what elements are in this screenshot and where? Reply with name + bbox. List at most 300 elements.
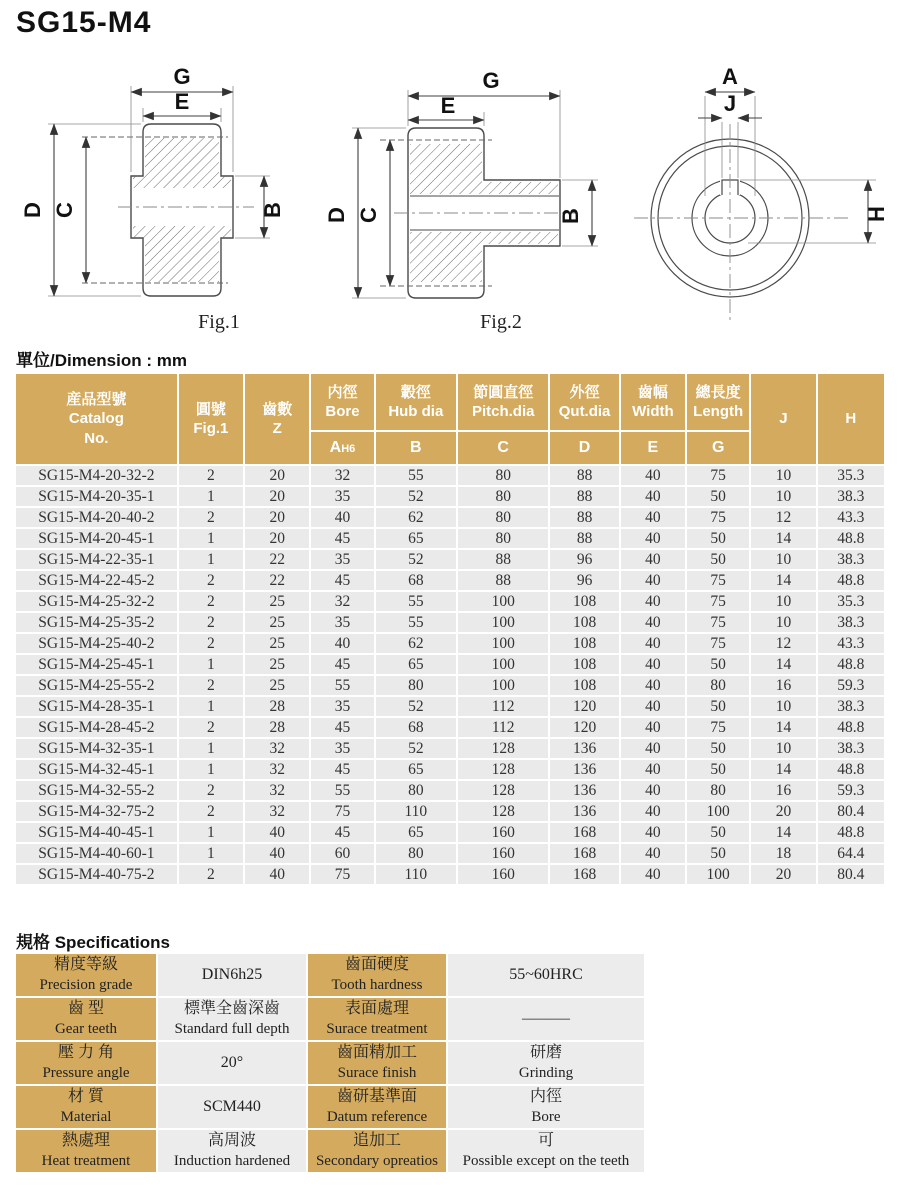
table-cell: 80 xyxy=(687,676,749,695)
table-row xyxy=(16,634,884,653)
table-cell: 14 xyxy=(751,760,815,779)
table-cell: 75 xyxy=(311,802,373,821)
table-cell: 100 xyxy=(458,655,548,674)
table-cell: 40 xyxy=(245,865,309,884)
table-cell: 100 xyxy=(687,802,749,821)
table-cell: 40 xyxy=(621,676,685,695)
table-cell: 136 xyxy=(550,781,618,800)
table-cell: SG15-M4-32-55-2 xyxy=(16,781,177,800)
table-cell: 28 xyxy=(245,697,309,716)
dim-label-b: B xyxy=(558,208,583,224)
table-cell: 1 xyxy=(179,697,243,716)
table-cell: SG15-M4-25-45-1 xyxy=(16,655,177,674)
table-cell: 2 xyxy=(179,865,243,884)
table-cell: 55 xyxy=(311,676,373,695)
table-cell: 35 xyxy=(311,613,373,632)
table-cell: 14 xyxy=(751,718,815,737)
table-cell: 108 xyxy=(550,613,618,632)
table-cell: 18 xyxy=(751,844,815,863)
table-cell: 40 xyxy=(311,508,373,527)
table-cell: 88 xyxy=(550,466,618,485)
table-cell: 48.8 xyxy=(818,571,884,590)
table-cell: 50 xyxy=(687,487,749,506)
table-cell: 32 xyxy=(245,739,309,758)
dimension-table-body xyxy=(16,466,884,884)
spec-label-secondary-operations: 追加工 Secondary opreatios xyxy=(308,1130,446,1172)
col-header-bore: 内徑 Bore xyxy=(311,374,373,430)
table-cell: 108 xyxy=(550,676,618,695)
table-cell: 40 xyxy=(311,634,373,653)
table-cell: 38.3 xyxy=(818,613,884,632)
table-cell: 25 xyxy=(245,592,309,611)
table-cell: 75 xyxy=(687,508,749,527)
spec-value-gear-teeth: 標準全齒深齒 Standard full depth xyxy=(158,998,306,1040)
spec-label-hardness: 齒面硬度 Tooth hardness xyxy=(308,954,446,996)
table-cell: 160 xyxy=(458,865,548,884)
table-cell: 100 xyxy=(458,676,548,695)
table-cell: SG15-M4-28-35-1 xyxy=(16,697,177,716)
table-cell: 43.3 xyxy=(818,508,884,527)
table-cell: 80 xyxy=(376,844,456,863)
table-cell: 40 xyxy=(621,760,685,779)
table-cell: 16 xyxy=(751,781,815,800)
table-cell: 55 xyxy=(311,781,373,800)
table-cell: 1 xyxy=(179,550,243,569)
table-cell: 40 xyxy=(621,529,685,548)
table-cell: 80 xyxy=(458,508,548,527)
table-row xyxy=(16,676,884,695)
dim-label-c: C xyxy=(52,202,77,218)
table-cell: 75 xyxy=(687,634,749,653)
table-cell: 160 xyxy=(458,844,548,863)
table-cell: 80 xyxy=(458,466,548,485)
dim-label-e: E xyxy=(174,89,190,114)
table-cell: 80 xyxy=(458,529,548,548)
table-row xyxy=(16,487,884,506)
table-cell: 38.3 xyxy=(818,739,884,758)
table-cell: 1 xyxy=(179,529,243,548)
table-cell: 88 xyxy=(458,571,548,590)
table-cell: 40 xyxy=(621,802,685,821)
table-cell: SG15-M4-20-32-2 xyxy=(16,466,177,485)
table-cell: 100 xyxy=(458,613,548,632)
table-cell: 25 xyxy=(245,613,309,632)
col-header-fig: 圓號 Fig.1 xyxy=(179,374,243,464)
spec-value-secondary-operations: 可 Possible except on the teeth xyxy=(448,1130,644,1172)
table-row xyxy=(16,466,884,485)
table-row xyxy=(16,802,884,821)
table-cell: 40 xyxy=(621,571,685,590)
table-cell: 65 xyxy=(376,760,456,779)
table-cell: 160 xyxy=(458,823,548,842)
table-cell: 68 xyxy=(376,718,456,737)
table-cell: 136 xyxy=(550,760,618,779)
table-cell: 80 xyxy=(458,487,548,506)
table-cell: 45 xyxy=(311,760,373,779)
table-row xyxy=(16,697,884,716)
spec-table xyxy=(14,952,646,1174)
table-cell: 75 xyxy=(687,466,749,485)
table-cell: 20 xyxy=(245,466,309,485)
table-cell: 50 xyxy=(687,760,749,779)
table-cell: 38.3 xyxy=(818,550,884,569)
table-cell: 40 xyxy=(621,613,685,632)
table-row xyxy=(16,550,884,569)
table-cell: 48.8 xyxy=(818,529,884,548)
table-cell: 10 xyxy=(751,592,815,611)
table-row xyxy=(16,865,884,884)
spec-label-heat-treatment: 熱處理 Heat treatment xyxy=(16,1130,156,1172)
table-cell: 10 xyxy=(751,487,815,506)
table-row xyxy=(16,571,884,590)
table-cell: 1 xyxy=(179,487,243,506)
table-cell: 48.8 xyxy=(818,823,884,842)
table-cell: 60 xyxy=(311,844,373,863)
table-cell: 2 xyxy=(179,508,243,527)
table-cell: 65 xyxy=(376,529,456,548)
table-cell: 32 xyxy=(245,802,309,821)
table-cell: 2 xyxy=(179,634,243,653)
spec-value-material: SCM440 xyxy=(158,1086,306,1128)
fig1-drawing xyxy=(14,60,314,345)
table-cell: 112 xyxy=(458,718,548,737)
table-cell: 75 xyxy=(687,718,749,737)
table-cell: SG15-M4-40-60-1 xyxy=(16,844,177,863)
table-cell: 38.3 xyxy=(818,697,884,716)
spec-value-datum-reference: 内徑 Bore xyxy=(448,1086,644,1128)
table-cell: 45 xyxy=(311,655,373,674)
table-cell: SG15-M4-20-45-1 xyxy=(16,529,177,548)
table-cell: 136 xyxy=(550,802,618,821)
table-cell: SG15-M4-22-45-2 xyxy=(16,571,177,590)
table-cell: 25 xyxy=(245,655,309,674)
page-title: SG15-M4 xyxy=(16,6,152,39)
table-row xyxy=(16,655,884,674)
table-cell: 45 xyxy=(311,823,373,842)
col-header-length: 總長度 Length xyxy=(687,374,749,430)
spec-value-precision: DIN6h25 xyxy=(158,954,306,996)
spec-value-heat-treatment: 高周波 Induction hardened xyxy=(158,1130,306,1172)
table-cell: 50 xyxy=(687,844,749,863)
table-row xyxy=(16,823,884,842)
table-cell: 128 xyxy=(458,739,548,758)
table-cell: 80 xyxy=(376,676,456,695)
table-cell: 75 xyxy=(687,592,749,611)
table-cell: 40 xyxy=(621,739,685,758)
table-cell: SG15-M4-25-35-2 xyxy=(16,613,177,632)
table-cell: 168 xyxy=(550,823,618,842)
table-cell: SG15-M4-32-35-1 xyxy=(16,739,177,758)
table-cell: 28 xyxy=(245,718,309,737)
dim-label-g: G xyxy=(482,68,500,93)
table-cell: 40 xyxy=(245,823,309,842)
table-row xyxy=(16,613,884,632)
table-cell: 59.3 xyxy=(818,676,884,695)
dimension-table xyxy=(14,372,886,886)
table-cell: 50 xyxy=(687,529,749,548)
dim-label-h: H xyxy=(864,206,889,222)
spec-value-pressure-angle: 20° xyxy=(158,1042,306,1084)
spec-heading: 規格 Specifications xyxy=(16,933,170,952)
col-symbol-outer: D xyxy=(550,432,618,464)
table-row xyxy=(16,592,884,611)
table-cell: 1 xyxy=(179,760,243,779)
front-view-drawing xyxy=(610,60,895,340)
table-cell: 40 xyxy=(245,844,309,863)
table-cell: 55 xyxy=(376,613,456,632)
spec-label-material: 材 質 Material xyxy=(16,1086,156,1128)
table-row xyxy=(16,529,884,548)
table-cell: 45 xyxy=(311,529,373,548)
table-cell: SG15-M4-40-45-1 xyxy=(16,823,177,842)
table-cell: 48.8 xyxy=(818,718,884,737)
table-cell: 50 xyxy=(687,697,749,716)
dim-label-d: D xyxy=(324,207,349,223)
table-cell: 88 xyxy=(550,508,618,527)
table-cell: SG15-M4-22-35-1 xyxy=(16,550,177,569)
table-cell: 40 xyxy=(621,487,685,506)
table-cell: 10 xyxy=(751,739,815,758)
table-cell: 43.3 xyxy=(818,634,884,653)
table-cell: 108 xyxy=(550,655,618,674)
spec-label-gear-teeth: 齒 型 Gear teeth xyxy=(16,998,156,1040)
table-cell: 50 xyxy=(687,550,749,569)
table-cell: 75 xyxy=(687,571,749,590)
table-cell: 80 xyxy=(687,781,749,800)
col-symbol-bore: AH6 xyxy=(311,432,373,464)
table-cell: 62 xyxy=(376,634,456,653)
spec-label-surface-finish: 齒面精加工 Surace finish xyxy=(308,1042,446,1084)
table-cell: 96 xyxy=(550,550,618,569)
table-cell: 2 xyxy=(179,802,243,821)
table-cell: 110 xyxy=(376,865,456,884)
table-cell: 35 xyxy=(311,697,373,716)
spec-value-surface-treatment: ——— xyxy=(448,998,644,1040)
table-cell: 2 xyxy=(179,613,243,632)
table-cell: 50 xyxy=(687,823,749,842)
table-cell: 75 xyxy=(687,613,749,632)
spec-label-precision: 精度等級 Precision grade xyxy=(16,954,156,996)
table-cell: 40 xyxy=(621,697,685,716)
table-cell: 22 xyxy=(245,550,309,569)
spec-row xyxy=(16,954,644,996)
dim-label-j: J xyxy=(723,91,737,116)
table-cell: 75 xyxy=(311,865,373,884)
table-cell: 35 xyxy=(311,739,373,758)
table-cell: 80 xyxy=(376,781,456,800)
spec-label-datum-reference: 齒研基準面 Datum reference xyxy=(308,1086,446,1128)
table-cell: 35 xyxy=(311,550,373,569)
table-cell: 80.4 xyxy=(818,802,884,821)
col-header-outer: 外徑 Qut.dia xyxy=(550,374,618,430)
table-cell: SG15-M4-32-75-2 xyxy=(16,802,177,821)
table-cell: 52 xyxy=(376,487,456,506)
table-cell: SG15-M4-25-32-2 xyxy=(16,592,177,611)
table-cell: 22 xyxy=(245,571,309,590)
table-cell: 20 xyxy=(751,865,815,884)
table-cell: 128 xyxy=(458,760,548,779)
table-cell: 88 xyxy=(550,487,618,506)
table-cell: 55 xyxy=(376,592,456,611)
col-symbol-hub: B xyxy=(376,432,456,464)
table-cell: 25 xyxy=(245,676,309,695)
table-cell: 1 xyxy=(179,844,243,863)
table-cell: 108 xyxy=(550,592,618,611)
spec-row xyxy=(16,1042,644,1084)
table-cell: 12 xyxy=(751,508,815,527)
fig2-caption: Fig.2 xyxy=(480,311,522,333)
table-cell: 136 xyxy=(550,739,618,758)
hatch-top xyxy=(133,138,231,188)
table-cell: 20 xyxy=(245,508,309,527)
table-cell: 35.3 xyxy=(818,592,884,611)
table-cell: 35.3 xyxy=(818,466,884,485)
table-cell: 68 xyxy=(376,571,456,590)
table-cell: 2 xyxy=(179,676,243,695)
table-cell: 100 xyxy=(458,592,548,611)
table-cell: 32 xyxy=(245,760,309,779)
table-cell: 2 xyxy=(179,718,243,737)
table-row xyxy=(16,508,884,527)
table-cell: 40 xyxy=(621,655,685,674)
table-cell: 48.8 xyxy=(818,655,884,674)
table-cell: 128 xyxy=(458,781,548,800)
table-cell: 25 xyxy=(245,634,309,653)
table-cell: 1 xyxy=(179,655,243,674)
table-cell: SG15-M4-40-75-2 xyxy=(16,865,177,884)
table-cell: 100 xyxy=(687,865,749,884)
fig1-caption: Fig.1 xyxy=(198,311,240,333)
table-cell: 59.3 xyxy=(818,781,884,800)
table-cell: 32 xyxy=(245,781,309,800)
table-cell: 10 xyxy=(751,697,815,716)
table-cell: 45 xyxy=(311,571,373,590)
table-cell: 20 xyxy=(245,487,309,506)
spec-value-surface-finish: 研磨 Grinding xyxy=(448,1042,644,1084)
col-header-teeth: 齒數 Z xyxy=(245,374,309,464)
table-cell: 16 xyxy=(751,676,815,695)
col-header-h: H xyxy=(818,374,884,464)
table-cell: 14 xyxy=(751,529,815,548)
table-row xyxy=(16,760,884,779)
table-cell: 40 xyxy=(621,508,685,527)
table-cell: SG15-M4-25-55-2 xyxy=(16,676,177,695)
table-cell: 20 xyxy=(245,529,309,548)
table-cell: 38.3 xyxy=(818,487,884,506)
table-cell: 40 xyxy=(621,865,685,884)
table-cell: 50 xyxy=(687,655,749,674)
table-cell: 14 xyxy=(751,655,815,674)
table-cell: 2 xyxy=(179,466,243,485)
table-cell: 112 xyxy=(458,697,548,716)
table-cell: 120 xyxy=(550,697,618,716)
table-cell: 40 xyxy=(621,844,685,863)
table-row xyxy=(16,739,884,758)
table-cell: 45 xyxy=(311,718,373,737)
table-cell: 40 xyxy=(621,550,685,569)
table-cell: 2 xyxy=(179,781,243,800)
col-symbol-length: G xyxy=(687,432,749,464)
table-cell: 20 xyxy=(751,802,815,821)
table-cell: SG15-M4-25-40-2 xyxy=(16,634,177,653)
col-symbol-width: E xyxy=(621,432,685,464)
spec-row xyxy=(16,1086,644,1128)
hatch-bottom xyxy=(133,226,231,282)
spec-row xyxy=(16,998,644,1040)
table-cell: SG15-M4-32-45-1 xyxy=(16,760,177,779)
table-cell: 108 xyxy=(550,634,618,653)
table-row xyxy=(16,781,884,800)
table-cell: 64.4 xyxy=(818,844,884,863)
table-cell: 10 xyxy=(751,550,815,569)
spec-label-surface-treatment: 表面處理 Surace treatment xyxy=(308,998,446,1040)
table-cell: 40 xyxy=(621,718,685,737)
table-cell: SG15-M4-28-45-2 xyxy=(16,718,177,737)
dim-label-a: A xyxy=(722,64,738,89)
table-cell: 1 xyxy=(179,823,243,842)
table-cell: 2 xyxy=(179,571,243,590)
table-cell: 100 xyxy=(458,634,548,653)
table-cell: 168 xyxy=(550,844,618,863)
table-cell: 62 xyxy=(376,508,456,527)
table-cell: 110 xyxy=(376,802,456,821)
table-cell: 52 xyxy=(376,739,456,758)
table-cell: 88 xyxy=(550,529,618,548)
col-symbol-pitch: C xyxy=(458,432,548,464)
table-cell: 96 xyxy=(550,571,618,590)
fig2-drawing xyxy=(316,60,611,345)
dim-label-d: D xyxy=(20,202,45,218)
table-cell: 40 xyxy=(621,781,685,800)
technical-drawings xyxy=(0,60,900,350)
spec-label-pressure-angle: 壓 力 角 Pressure angle xyxy=(16,1042,156,1084)
dim-label-c: C xyxy=(356,207,381,223)
table-cell: 168 xyxy=(550,865,618,884)
table-cell: 88 xyxy=(458,550,548,569)
table-cell: 55 xyxy=(376,466,456,485)
table-cell: 50 xyxy=(687,739,749,758)
table-cell: 40 xyxy=(621,466,685,485)
dim-label-e: E xyxy=(440,93,456,118)
table-cell: 14 xyxy=(751,571,815,590)
table-cell: 40 xyxy=(621,634,685,653)
col-header-pitch: 節圓直徑 Pitch.dia xyxy=(458,374,548,430)
table-cell: 10 xyxy=(751,613,815,632)
table-cell: 35 xyxy=(311,487,373,506)
dim-label-g: G xyxy=(173,64,191,89)
table-cell: 48.8 xyxy=(818,760,884,779)
table-cell: 52 xyxy=(376,550,456,569)
spec-row xyxy=(16,1130,644,1172)
table-cell: 1 xyxy=(179,739,243,758)
col-header-hub: 轂徑 Hub dia xyxy=(376,374,456,430)
table-cell: 40 xyxy=(621,823,685,842)
table-cell: 52 xyxy=(376,697,456,716)
table-cell: 128 xyxy=(458,802,548,821)
table-cell: SG15-M4-20-35-1 xyxy=(16,487,177,506)
table-cell: 10 xyxy=(751,466,815,485)
spec-value-hardness: 55~60HRC xyxy=(448,954,644,996)
table-row xyxy=(16,718,884,737)
col-header-catalog: 産品型號 Catalog No. xyxy=(16,374,177,464)
dim-label-b: B xyxy=(260,202,285,218)
table-cell: 120 xyxy=(550,718,618,737)
table-cell: 2 xyxy=(179,592,243,611)
table-cell: 32 xyxy=(311,466,373,485)
table-cell: 40 xyxy=(621,592,685,611)
col-header-width: 齒幅 Width xyxy=(621,374,685,430)
dimension-unit-note: 單位/Dimension : mm xyxy=(16,351,187,370)
